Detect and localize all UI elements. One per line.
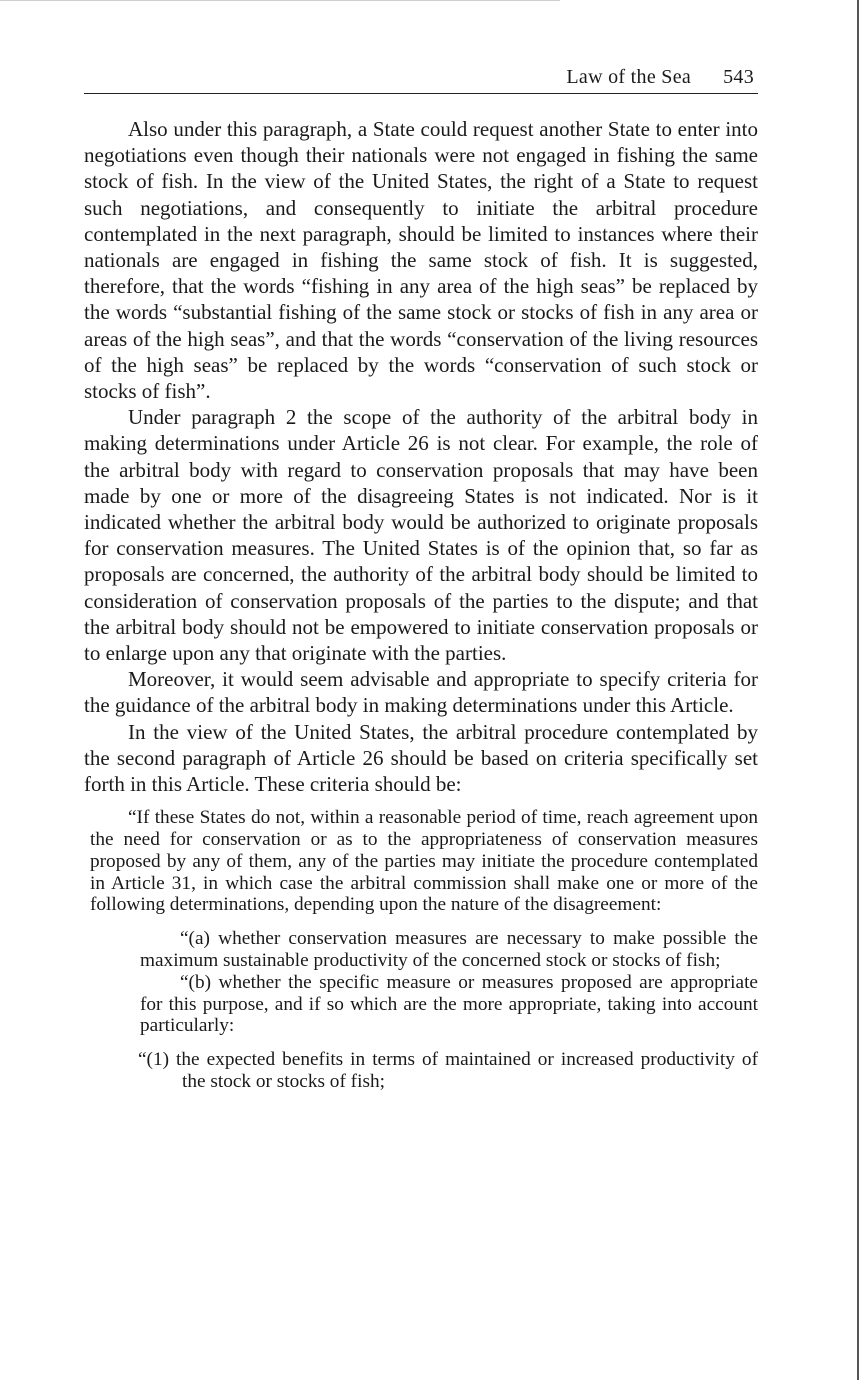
page (84, 66, 758, 1093)
page-number: 543 (723, 66, 754, 88)
paragraph-arbitral-authority: Under paragraph 2 the scope of the authority of the arbitral body in making determinations under Article 26 is not clear. For example, the role of the arbitral body with regard to conservation proposals that may have been made by one or more of the disagreeing States is not indicated. Nor is it indicated whether the arbitral body would be authorized to originate proposals for conservation measures. The United States is of the opinion that, so far as proposals are concerned, the authority of the arbitral body should be limited to consideration of conservation proposals of the parties to the dispute; and that the arbitral body should not be empowered to initiate conservation proposals or to enlarge upon any that originate with the parties. (84, 405, 758, 666)
quote-item-a: “(a) whether conservation measures are necessary to make possible the maximum sustainable productivity of the concerned stock or stocks of fish; (140, 928, 758, 972)
paragraph-criteria-intro: In the view of the United States, the arbitral procedure contemplated by the second paragraph of Article 26 should be based on criteria specifically set forth in this Article. These criteria should be: (84, 719, 758, 797)
quote-lead: “If these States do not, within a reasonable period of time, reach agreement upon the need for conservation or as to the appropriateness of conservation measures proposed by any of them, any of the parties may initiate the procedure contemplated in Article 31, in which case the arbitral commission shall make one or more of the following determinations, depending upon the nature of the disagreement: (90, 807, 758, 916)
quote-item-b: “(b) whether the specific measure or measures proposed are appropriate for this purpose, and if so which are the more appropriate, taking into account particularly: (140, 971, 758, 1037)
block-quote (90, 807, 758, 1093)
scan-edge-top (0, 0, 560, 1)
quote-item-1: “(1) the expected benefits in terms of maintained or increased productivity of the stock or stocks of fish; (138, 1049, 758, 1093)
paragraph-criteria-advisable: Moreover, it would seem advisable and appropriate to specify criteria for the guidance of the arbitral body in making determinations under this Article. (84, 667, 758, 718)
body-text (84, 116, 758, 1093)
running-header (84, 66, 758, 94)
paragraph-negotiations: Also under this paragraph, a State could request another State to enter into negotiations even though their nationals were not engaged in fishing the same stock of fish. In the view of the United States, the right of a State to request such negotiations, and consequently to initiate the arbitral procedure contemplated in the next paragraph, should be limited to instances where their nationals are engaged in fishing the same stock of fish. It is suggested, therefore, that the words “fishing in any area of the high seas” be replaced by the words “substantial fishing of the same stock or stocks of fish in any area or areas of the high seas”, and that the words “conservation of the living resources of the high seas” be replaced by the words “conservation of such stock or stocks of fish”. (84, 117, 758, 404)
scan-edge-right (857, 0, 859, 1380)
running-title: Law of the Sea (566, 66, 692, 88)
quote-subsections (140, 928, 758, 1037)
